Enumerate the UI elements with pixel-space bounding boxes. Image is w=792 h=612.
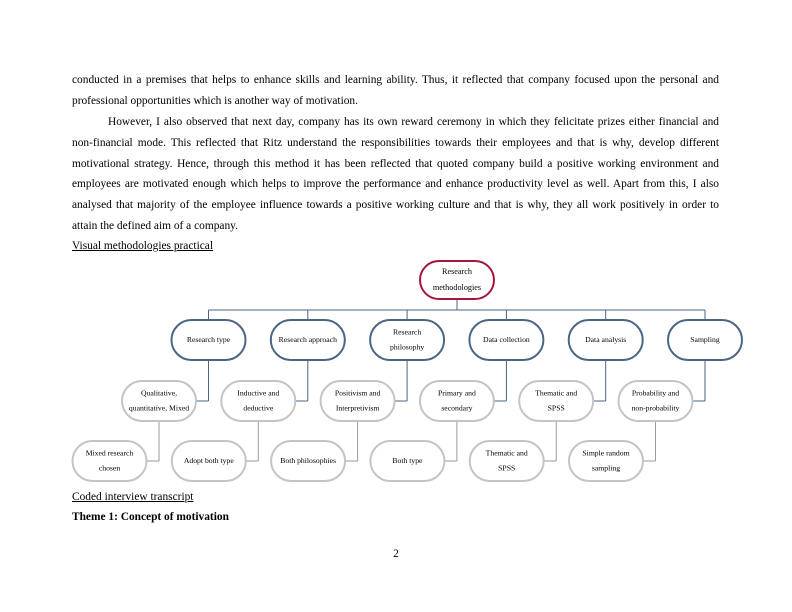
outcome-node-5 <box>569 441 643 481</box>
visual-methodologies-heading: Visual methodologies practical <box>72 240 214 252</box>
detail-node-1-label: Inductive and <box>237 388 280 398</box>
outcome-node-1-label: Adopt both type <box>183 455 234 465</box>
detail-node-5 <box>619 381 693 421</box>
category-node-0-label: Research type <box>186 334 231 344</box>
category-node-2-label: philosophy <box>390 342 425 352</box>
outcome-node-4 <box>470 441 544 481</box>
outcome-node-4-label: Thematic and <box>485 448 528 458</box>
category-node-2-label: Research <box>393 327 422 337</box>
category-node-4-label: Data analysis <box>585 334 627 344</box>
category-node-1 <box>271 320 345 360</box>
detail-node-0-label: quantitative, Mixed <box>128 403 190 413</box>
outcome-node-5-shape <box>569 441 643 481</box>
detail-node-3-label: secondary <box>441 403 473 413</box>
detail-node-4-label: Thematic and <box>535 388 578 398</box>
detail-node-2-label: Positivism and <box>334 388 381 398</box>
category-node-3 <box>469 320 543 360</box>
detail-node-0-shape <box>122 381 196 421</box>
detail-node-3-label: Primary and <box>438 388 476 398</box>
paragraph-reward-ceremony: However, I also observed that next day, company has its own reward ceremony in which they felicitate prizes either financial and non-financial mode. This reflected that Ritz understand the responsibilities towards their employees and that is why, develop different motivational strategy. Hence, through this method it has been reflected that quoted company build a positive working environment and employees are motivated enough which helps to improve the performance and enhance productivity level as well. Apart from this, I also analysed that majority of the employee influence towards a positive working culture and that is why, they all work positively in order to attain the defined aim of a company. <box>72 116 719 232</box>
detail-node-1 <box>221 381 295 421</box>
detail-node-4 <box>519 381 593 421</box>
category-node-3-label: Data collection <box>483 334 530 344</box>
outcome-node-3-label: Both type <box>392 455 423 465</box>
root-node <box>420 261 494 299</box>
outcome-node-5-label: Simple random <box>582 448 630 458</box>
outcome-node-1 <box>172 441 246 481</box>
category-node-1-label: Research approach <box>278 334 337 344</box>
outcome-node-0-label: Mixed research <box>85 448 134 458</box>
category-node-5 <box>668 320 742 360</box>
outcome-node-4-label: SPSS <box>498 463 516 473</box>
outcome-node-4-shape <box>470 441 544 481</box>
detail-node-5-label: non-probability <box>631 403 680 413</box>
outcome-node-2 <box>271 441 345 481</box>
detail-node-0-label: Qualitative, <box>140 388 178 398</box>
detail-node-5-label: Probability and <box>631 388 680 398</box>
category-node-2 <box>370 320 444 360</box>
root-node-label: Research <box>441 266 473 276</box>
detail-node-3 <box>420 381 494 421</box>
outcome-node-0 <box>73 441 147 481</box>
outcome-node-2-label: Both philosophies <box>280 455 336 465</box>
root-node-label: methodologies <box>432 282 482 292</box>
detail-node-1-label: deductive <box>243 403 274 413</box>
category-node-5-label: Sampling <box>690 334 720 344</box>
detail-node-3-shape <box>420 381 494 421</box>
paragraph-continuation: conducted in a premises that helps to enhance skills and learning ability. Thus, it reflected that company focused upon the personal and professional opportunities which is another way of motivation. <box>72 74 719 107</box>
outcome-node-3 <box>370 441 444 481</box>
category-node-0 <box>172 320 246 360</box>
detail-node-5-shape <box>619 381 693 421</box>
category-node-2-shape <box>370 320 444 360</box>
theme-heading: Theme 1: Concept of motivation <box>72 511 229 523</box>
detail-node-1-shape <box>221 381 295 421</box>
detail-node-4-shape <box>519 381 593 421</box>
outcome-node-0-label: chosen <box>98 463 121 473</box>
category-node-4 <box>569 320 643 360</box>
detail-node-0 <box>122 381 196 421</box>
page-number: 2 <box>393 548 399 560</box>
detail-node-2 <box>321 381 395 421</box>
outcome-node-0-shape <box>73 441 147 481</box>
detail-node-4-label: SPSS <box>547 403 565 413</box>
detail-node-2-label: Interpretivism <box>335 403 380 413</box>
outcome-node-5-label: sampling <box>591 463 621 473</box>
detail-node-2-shape <box>321 381 395 421</box>
coded-interview-heading: Coded interview transcript <box>72 491 194 503</box>
